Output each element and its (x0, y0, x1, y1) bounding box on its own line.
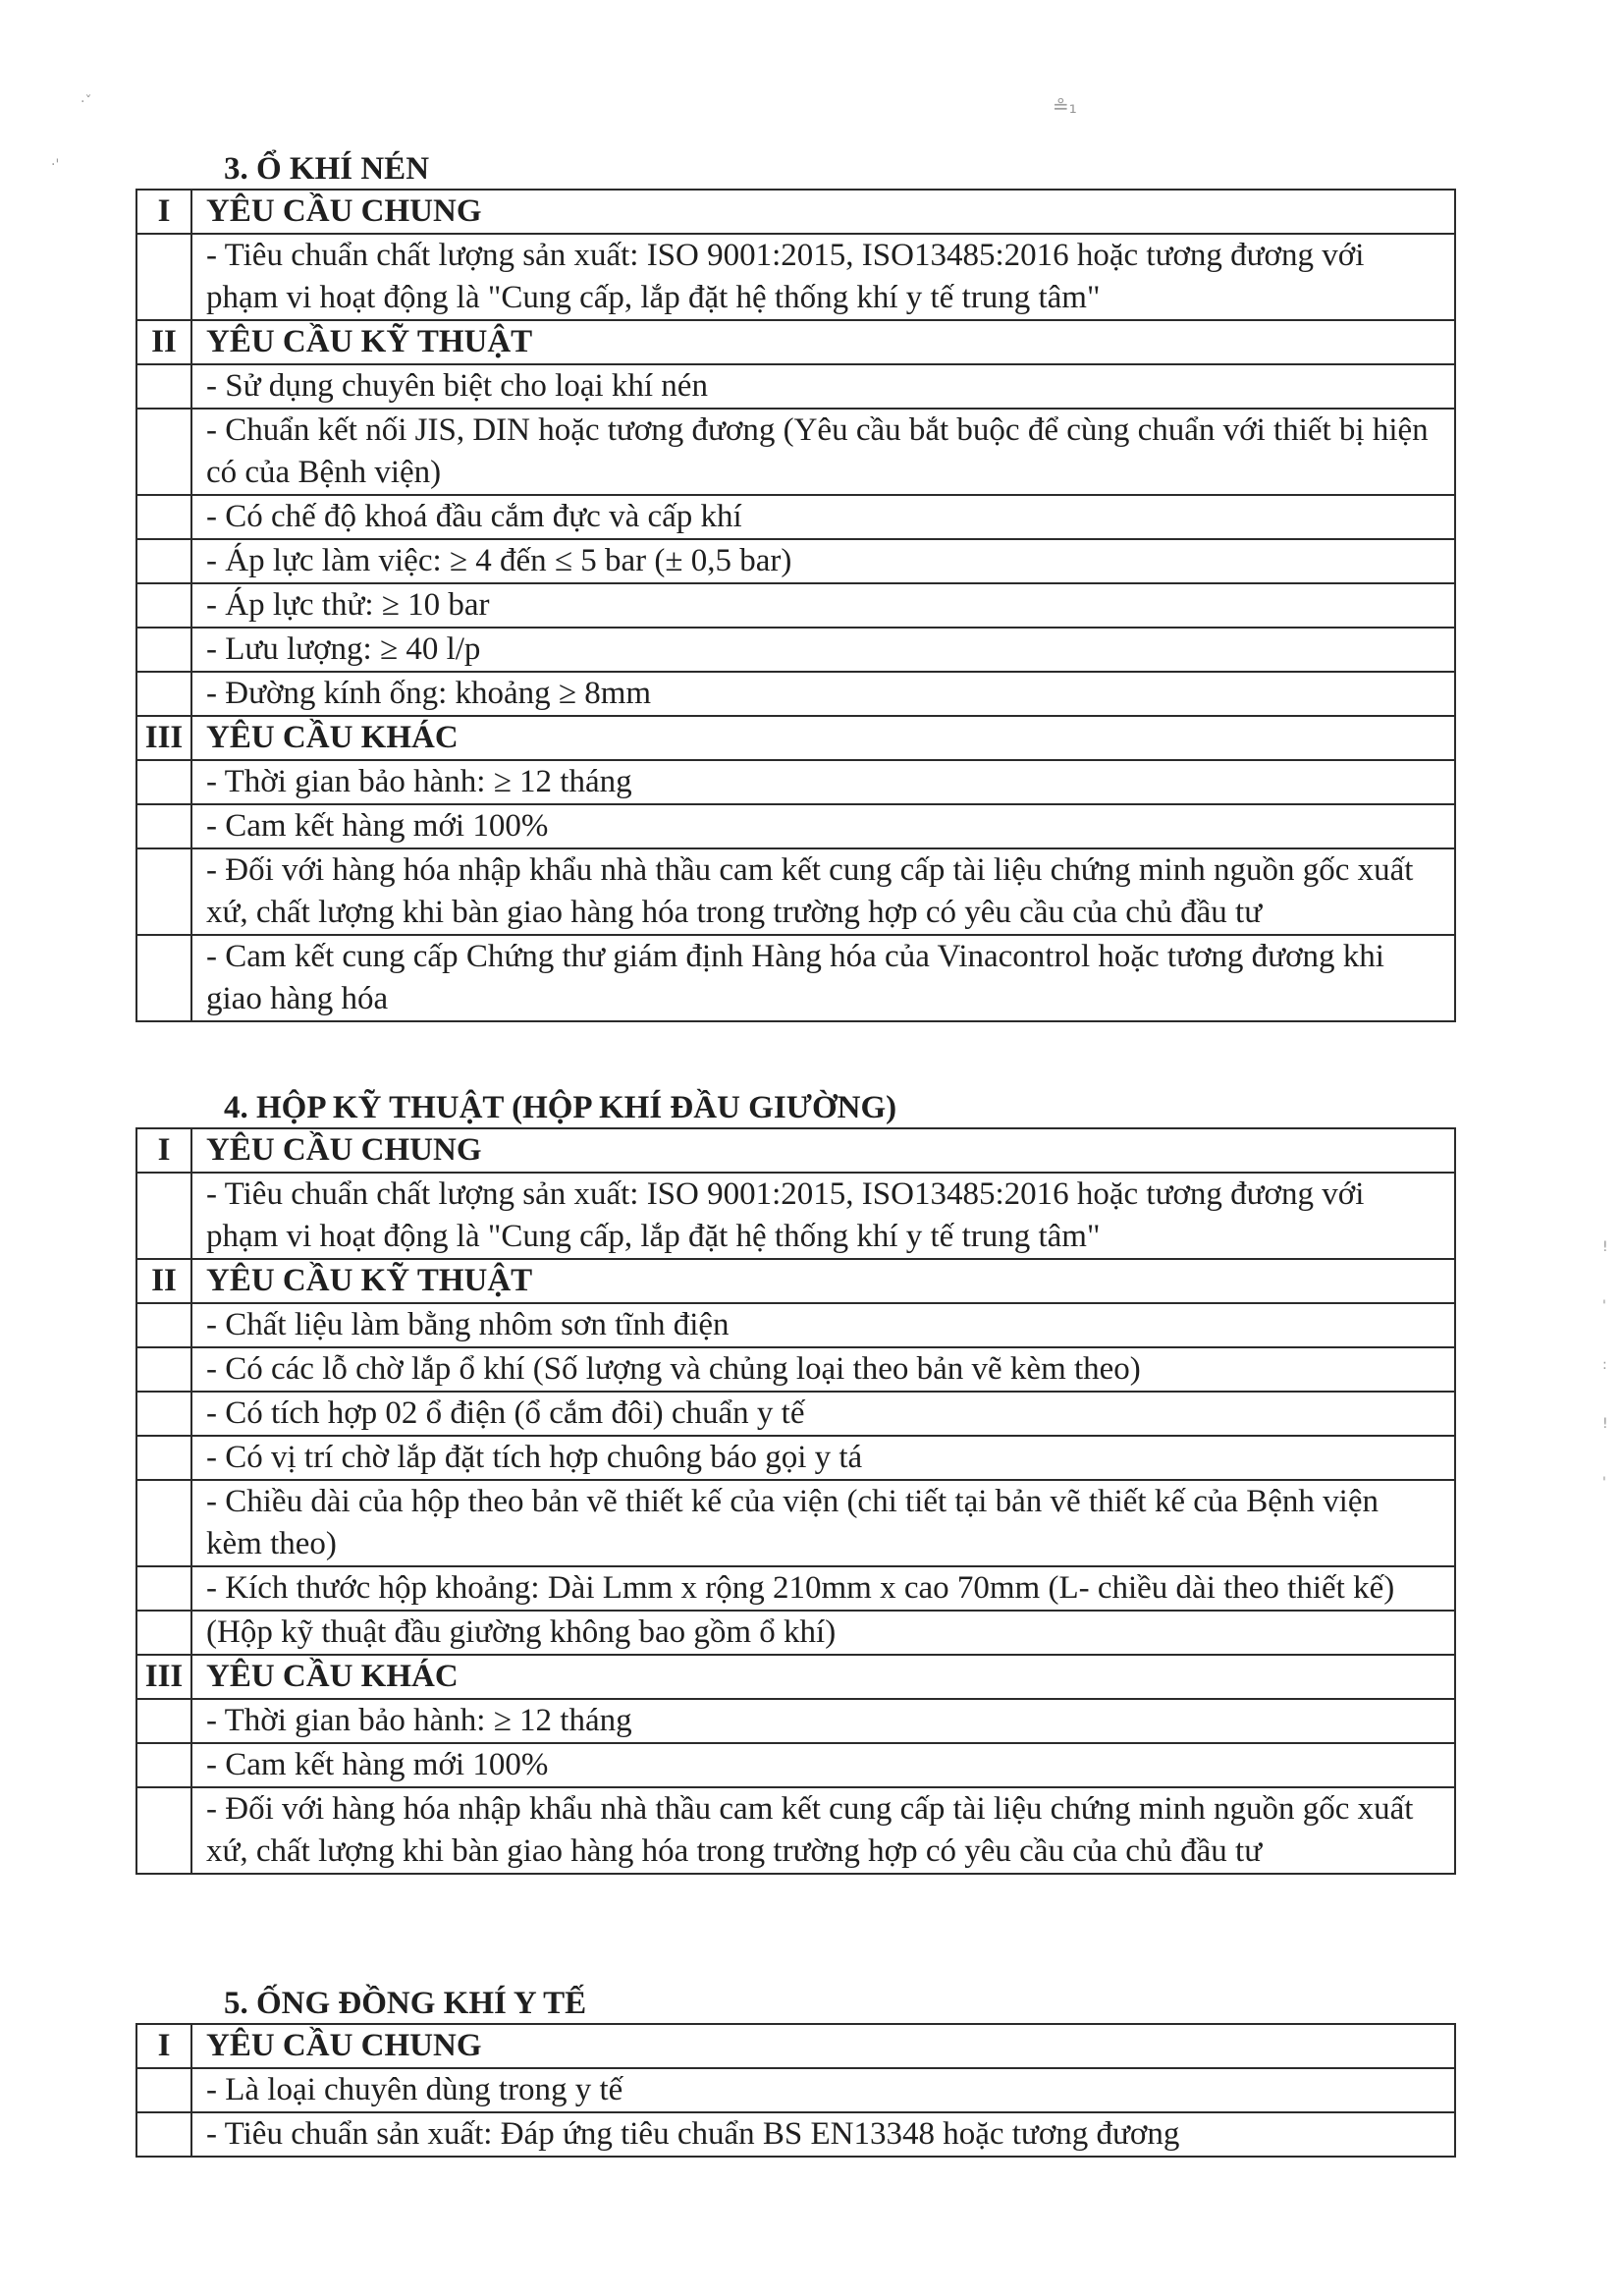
row-number (136, 1787, 191, 1874)
requirement-text: - Thời gian bảo hành: ≥ 12 tháng (191, 760, 1455, 804)
table-row (136, 409, 1455, 495)
requirement-text: - Thời gian bảo hành: ≥ 12 tháng (191, 1699, 1455, 1743)
table-row (136, 539, 1455, 583)
requirements-table (135, 2023, 1456, 2158)
table-heading-row (136, 716, 1455, 760)
row-number: III (136, 716, 191, 760)
row-number (136, 409, 191, 495)
table-row (136, 583, 1455, 628)
row-number (136, 1743, 191, 1787)
row-number (136, 2068, 191, 2112)
group-heading: YÊU CẦU KỸ THUẬT (191, 1259, 1455, 1303)
group-heading: YÊU CẦU KHÁC (191, 1655, 1455, 1699)
row-number (136, 1347, 191, 1392)
table-row (136, 848, 1455, 935)
table-row (136, 1743, 1455, 1787)
table-row (136, 935, 1455, 1021)
requirement-text: - Chuẩn kết nối JIS, DIN hoặc tương đương (Yêu cầu bắt buộc để cùng chuẩn với thiết bị hiện có của Bệnh viện) (191, 409, 1455, 495)
group-heading: YÊU CẦU CHUNG (191, 1128, 1455, 1173)
section-title: 5. ỐNG ĐỒNG KHÍ Y TẾ (224, 1986, 587, 2021)
row-number (136, 234, 191, 320)
row-number (136, 848, 191, 935)
requirement-text: - Lưu lượng: ≥ 40 l/p (191, 628, 1455, 672)
row-number (136, 1566, 191, 1611)
row-number (136, 364, 191, 409)
table-row (136, 1787, 1455, 1874)
row-number (136, 1173, 191, 1259)
table-row (136, 495, 1455, 539)
requirement-text: - Kích thước hộp khoảng: Dài Lmm x rộng 210mm x cao 70mm (L- chiều dài theo thiết kế) (191, 1566, 1455, 1611)
requirement-text: - Tiêu chuẩn sản xuất: Đáp ứng tiêu chuẩn BS EN13348 hoặc tương đương (191, 2112, 1455, 2157)
group-heading: YÊU CẦU KHÁC (191, 716, 1455, 760)
table-heading-row (136, 1128, 1455, 1173)
row-number: II (136, 1259, 191, 1303)
table-heading-row (136, 1259, 1455, 1303)
scan-mark: ≗₁ (1053, 94, 1077, 118)
table-row (136, 628, 1455, 672)
requirement-text: - Đối với hàng hóa nhập khẩu nhà thầu cam kết cung cấp tài liệu chứng minh nguồn gốc xuất xứ, chất lượng khi bàn giao hàng hóa trong trường hợp có yêu cầu của chủ đầu tư (191, 1787, 1455, 1874)
table-row (136, 804, 1455, 848)
row-number (136, 1480, 191, 1566)
table-heading-row (136, 1655, 1455, 1699)
requirement-text: - Tiêu chuẩn chất lượng sản xuất: ISO 9001:2015, ISO13485:2016 hoặc tương đương với phạm vi hoạt động là "Cung cấp, lắp đặt hệ thống khí y tế trung tâm" (191, 234, 1455, 320)
table-row (136, 1566, 1455, 1611)
table-row (136, 1303, 1455, 1347)
row-number (136, 583, 191, 628)
requirement-text: - Chất liệu làm bằng nhôm sơn tĩnh điện (191, 1303, 1455, 1347)
requirement-text: - Đường kính ống: khoảng ≥ 8mm (191, 672, 1455, 716)
requirement-text: - Cam kết hàng mới 100% (191, 1743, 1455, 1787)
row-number (136, 935, 191, 1021)
requirement-text: - Tiêu chuẩn chất lượng sản xuất: ISO 9001:2015, ISO13485:2016 hoặc tương đương với phạm vi hoạt động là "Cung cấp, lắp đặt hệ thống khí y tế trung tâm" (191, 1173, 1455, 1259)
scan-mark: ·' (51, 157, 60, 173)
group-heading: YÊU CẦU CHUNG (191, 2024, 1455, 2068)
scan-mark: ! ' : ! ' (1602, 1239, 1608, 1491)
row-number (136, 1436, 191, 1480)
requirement-text: - Có vị trí chờ lắp đặt tích hợp chuông báo gọi y tá (191, 1436, 1455, 1480)
requirement-text: - Có các lỗ chờ lắp ổ khí (Số lượng và chủng loại theo bản vẽ kèm theo) (191, 1347, 1455, 1392)
table-row (136, 234, 1455, 320)
requirement-text: (Hộp kỹ thuật đầu giường không bao gồm ổ khí) (191, 1611, 1455, 1655)
requirement-text: - Chiều dài của hộp theo bản vẽ thiết kế của viện (chi tiết tại bản vẽ thiết kế của Bệnh viện kèm theo) (191, 1480, 1455, 1566)
table-row (136, 1480, 1455, 1566)
table-row (136, 1173, 1455, 1259)
row-number (136, 2112, 191, 2157)
table-row (136, 1699, 1455, 1743)
row-number (136, 1611, 191, 1655)
table-row (136, 364, 1455, 409)
table-row (136, 1436, 1455, 1480)
row-number: III (136, 1655, 191, 1699)
requirement-text: - Áp lực làm việc: ≥ 4 đến ≤ 5 bar (± 0,5 bar) (191, 539, 1455, 583)
section-o-khi-nen (135, 149, 1456, 1022)
row-number (136, 804, 191, 848)
row-number (136, 539, 191, 583)
scan-mark: ·ˇ (81, 94, 92, 110)
table-heading-row (136, 190, 1455, 234)
requirements-table (135, 189, 1456, 1022)
requirement-text: - Có tích hợp 02 ổ điện (ổ cắm đôi) chuẩn y tế (191, 1392, 1455, 1436)
table-row (136, 760, 1455, 804)
requirement-text: - Là loại chuyên dùng trong y tế (191, 2068, 1455, 2112)
requirement-text: - Áp lực thử: ≥ 10 bar (191, 583, 1455, 628)
row-number (136, 495, 191, 539)
row-number (136, 672, 191, 716)
row-number: II (136, 320, 191, 364)
row-number: I (136, 1128, 191, 1173)
row-number (136, 1303, 191, 1347)
table-heading-row (136, 2024, 1455, 2068)
requirement-text: - Có chế độ khoá đầu cắm đực và cấp khí (191, 495, 1455, 539)
table-row (136, 1392, 1455, 1436)
group-heading: YÊU CẦU KỸ THUẬT (191, 320, 1455, 364)
table-row (136, 2112, 1455, 2157)
row-number: I (136, 190, 191, 234)
table-row (136, 1347, 1455, 1392)
requirement-text: - Sử dụng chuyên biệt cho loại khí nén (191, 364, 1455, 409)
requirement-text: - Cam kết cung cấp Chứng thư giám định Hàng hóa của Vinacontrol hoặc tương đương khi giao hàng hóa (191, 935, 1455, 1021)
row-number (136, 628, 191, 672)
table-row (136, 2068, 1455, 2112)
requirement-text: - Cam kết hàng mới 100% (191, 804, 1455, 848)
section-hop-ky-thuat (135, 1088, 1456, 1875)
requirements-table (135, 1127, 1456, 1875)
table-heading-row (136, 320, 1455, 364)
section-title: 3. Ổ KHÍ NÉN (224, 151, 430, 187)
row-number (136, 760, 191, 804)
section-ong-dong (135, 1984, 1456, 2158)
section-title: 4. HỘP KỸ THUẬT (HỘP KHÍ ĐẦU GIƯỜNG) (224, 1090, 897, 1125)
group-heading: YÊU CẦU CHUNG (191, 190, 1455, 234)
table-row (136, 672, 1455, 716)
row-number (136, 1699, 191, 1743)
table-row (136, 1611, 1455, 1655)
row-number (136, 1392, 191, 1436)
requirement-text: - Đối với hàng hóa nhập khẩu nhà thầu cam kết cung cấp tài liệu chứng minh nguồn gốc xuất xứ, chất lượng khi bàn giao hàng hóa trong trường hợp có yêu cầu của chủ đầu tư (191, 848, 1455, 935)
row-number: I (136, 2024, 191, 2068)
